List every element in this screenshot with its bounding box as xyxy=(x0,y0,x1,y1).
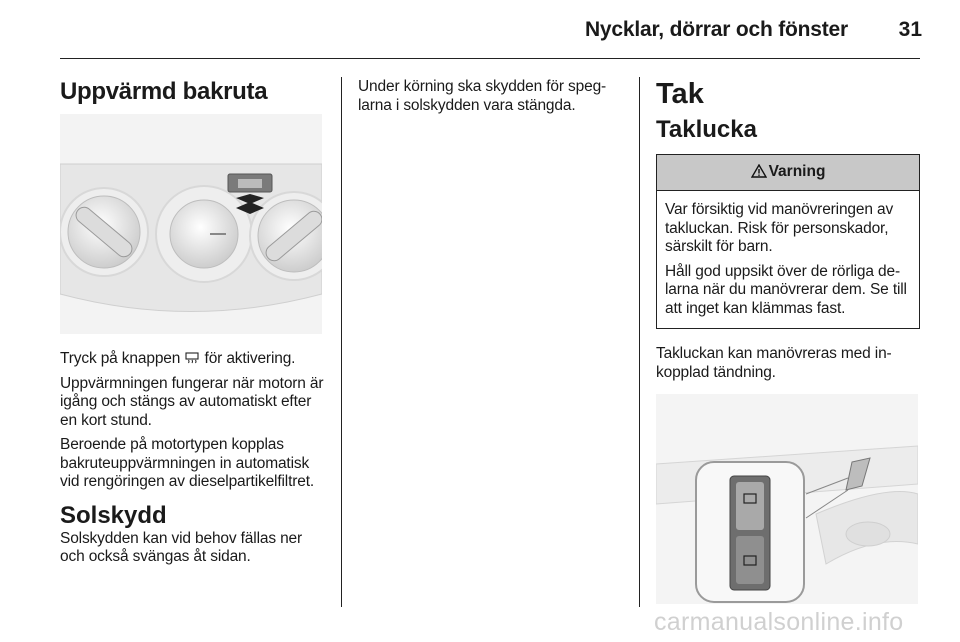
sunroof-switch-illustration xyxy=(656,394,918,604)
text-press-after: för aktivering. xyxy=(200,350,296,367)
warning-paragraph-1: Var försiktig vid manövreringen av takluckan. Risk för personskador, särskilt för barn. xyxy=(665,201,894,255)
column-divider-1 xyxy=(341,77,342,607)
page-header-title: Nycklar, dörrar och fönster xyxy=(584,18,848,41)
warning-header xyxy=(657,155,919,191)
paragraph-heater-operation: Uppvärmningen fungerar när motorn är igång och stängs av automatiskt efter en kort stund. xyxy=(60,374,324,429)
rear-window-heater-icon xyxy=(185,351,199,363)
page-number: 31 xyxy=(898,18,922,41)
paragraph-sun-visors: Solskydden kan vid behov fällas ner och också svängas åt sidan. xyxy=(60,529,303,565)
chapter-heading-roof: Tak xyxy=(656,78,704,110)
paragraph-press-button xyxy=(60,350,326,369)
warning-paragraph-2: Håll god uppsikt över de rörliga delarna när du manövrerar dem. Se till att inget kan klämmas fast. xyxy=(665,262,907,317)
text-press-before: Tryck på knappen xyxy=(60,350,185,367)
paragraph-diesel-filter: Beroende på motortypen kopplas bakruteuppvärmningen in automatisk vid rengöringen av dieselpartikelfiltret. xyxy=(60,436,315,490)
header-rule xyxy=(60,58,920,59)
heading-heated-rear-window: Uppvärmd bakruta xyxy=(60,78,268,105)
heading-sunroof: Taklucka xyxy=(656,116,757,143)
climate-control-illustration xyxy=(60,114,322,334)
watermark: carmanualsonline.info xyxy=(654,608,904,636)
column-left xyxy=(60,78,326,573)
warning-box xyxy=(656,154,920,329)
paragraph-mirror-covers: Under körning ska skydden för speglarna i solskydden vara stängda. xyxy=(358,78,607,114)
column-middle xyxy=(358,78,628,121)
paragraph-sunroof-ignition: Takluckan kan manövreras med inkopplad tändning. xyxy=(656,345,892,381)
warning-body xyxy=(657,191,919,328)
column-divider-2 xyxy=(639,77,640,607)
column-right xyxy=(656,78,922,604)
warning-title: Varning xyxy=(768,163,826,180)
heading-sun-visors: Solskydd xyxy=(60,501,167,529)
warning-triangle-icon xyxy=(751,164,767,178)
